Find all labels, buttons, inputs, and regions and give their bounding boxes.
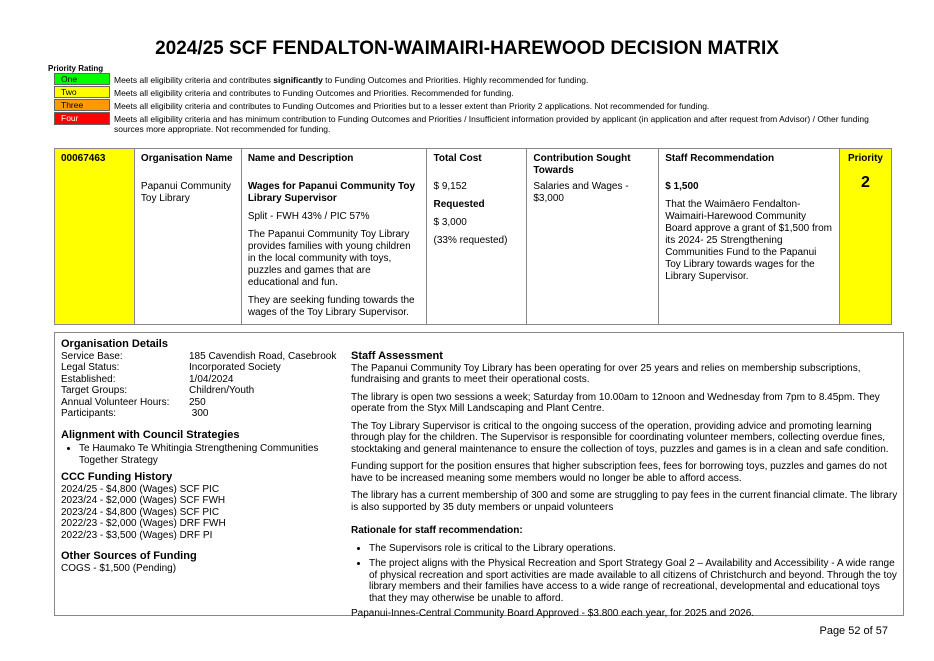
priority-four-text: Meets all eligibility criteria and has minimum contribution to Funding Outcomes and Priorities / Insufficient information provided by applicant (in application and after request from Advisor) / Other funding sources more appropriate. Not recommended for funding.	[114, 114, 869, 134]
board-approval-note: Papanui-Innes-Central Community Board Approved - $3.800 each year, for 2025 and 2026.	[351, 608, 755, 619]
detail-row: Established: 1/04/2024	[61, 373, 234, 385]
priority-cell	[839, 149, 891, 325]
org-details-heading: Organisation Details	[61, 338, 168, 350]
name-desc-cell	[241, 149, 427, 325]
list-item: 2024/25 - $4,800 (Wages) SCF PIC	[61, 483, 220, 495]
priority-three-box: Three	[54, 99, 110, 111]
assessment-paragraph: The library has a current membership of 300 and some are struggling to pay fees in the current financial climate. The library is also supported by 35 duty members or unpaid volunteers	[351, 490, 898, 513]
cost-header: Total Cost	[433, 153, 482, 164]
project-split: Split - FWH 43% / PIC 57%	[247, 211, 370, 222]
page-title: 2024/25 SCF FENDALTON-WAIMAIRI-HAREWOOD DECISION MATRIX	[155, 38, 779, 59]
priority-two-text: Meets all eligibility criteria and contributes to Funding Outcomes and Priorities. Recommended for funding.	[114, 88, 514, 98]
requested-label: Requested	[433, 199, 485, 210]
project-desc-1: The Papanui Community Toy Library provides families with young children in the local community with toys, puzzles and games that are educational and fun.	[247, 229, 411, 288]
assessment-paragraph: Funding support for the position ensures that higher subscription fees, fees for borrowing toys, puzzles and games do not have to be increased meaning some members would no longer be able to afford access.	[351, 461, 887, 484]
priority-rating-label: Priority Rating	[48, 64, 104, 73]
priority-header: Priority	[847, 153, 883, 164]
rec-text: That the Waimāero Fendalton-Waimairi-Harewood Community Board approve a grant of $1,500 from its 2024- 25 Strengthening Communities Fund to the Papanui Toy Library towards wages for the Library Supervisor.	[665, 199, 832, 282]
priority-two-box: Two	[54, 86, 110, 98]
rationale-heading: Rationale for staff recommendation:	[351, 525, 523, 536]
application-id: 00067463	[55, 149, 135, 325]
list-item: • The Supervisors role is critical to the Library operations.	[369, 543, 899, 555]
funding-history-heading: CCC Funding History	[61, 471, 173, 483]
alignment-heading: Alignment with Council Strategies	[61, 428, 240, 441]
staff-assessment-heading: Staff Assessment	[351, 350, 443, 362]
rec-amount: $ 1,500	[665, 181, 699, 192]
detail-row: Annual Volunteer Hours: 250	[61, 396, 206, 408]
priority-value: 2	[861, 174, 870, 191]
assessment-paragraph: The Toy Library Supervisor is critical to the ongoing success of the operation, providing advice and promoting learning through play for the children. The Supervisor is responsible for coordinating volunteer members, collecting overdue fines, stocktaking and general maintenance to ensure the collection of toys, puzzles and games is in a clean and safe condition.	[351, 420, 889, 455]
detail-row: Participants: 300	[61, 408, 209, 419]
list-item: 2022/23 - $3,500 (Wages) DRF PI	[61, 529, 213, 541]
other-sources-text: COGS - $1,500 (Pending)	[61, 562, 177, 574]
details-panel	[54, 332, 904, 619]
requested-pct: (33% requested)	[433, 235, 508, 246]
detail-row: Target Groups: Children/Youth	[61, 385, 255, 396]
other-sources-heading: Other Sources of Funding	[61, 550, 197, 562]
name-desc-header: Name and Description	[247, 153, 354, 164]
list-item: 2023/24 - $2,000 (Wages) SCF FWH	[61, 495, 226, 506]
priority-one-box: One	[54, 73, 110, 85]
priority-three-text: Meets all eligibility criteria and contributes to Funding Outcomes and Priorities but to a lesser extent than Priority 2 applications. Not recommended for funding.	[114, 101, 710, 111]
cost-cell	[427, 149, 527, 325]
page-number: Page 52 of 57	[819, 625, 888, 637]
assessment-paragraph: The library is open two sessions a week; Saturday from 10.00am to 12noon and Wednesday from 7pm to 8.45pm. They operate from the Styx Mill Landscaping and Plant Centre.	[351, 391, 880, 414]
rationale-list	[351, 543, 899, 605]
org-cell	[134, 149, 241, 325]
staff-rec-cell	[659, 149, 840, 325]
staff-rec-header: Staff Recommendation	[665, 153, 775, 164]
requested-amount: $ 3,000	[433, 217, 467, 228]
list-item: • Te Haumako Te Whitingia Strengthening Communities Together Strategy	[79, 443, 341, 466]
application-table	[54, 148, 892, 325]
project-name: Wages for Papanui Community Toy Library Supervisor	[247, 181, 416, 204]
details-left-column	[61, 339, 341, 574]
org-header: Organisation Name	[140, 153, 233, 164]
contribution-value: Salaries and Wages - $3,000	[533, 181, 629, 204]
list-item: 2022/23 - $2,000 (Wages) DRF FWH	[61, 518, 226, 529]
detail-row: Service Base: 185 Cavendish Road, Casebrook	[61, 350, 337, 362]
org-name: Papanui Community Toy Library	[140, 181, 231, 204]
contribution-cell	[527, 149, 659, 325]
contribution-header: Contribution Sought Towards	[533, 153, 631, 176]
priority-one-text: Meets all eligibility criteria and contributes significantly to Funding Outcomes and Priorities. Highly recommended for funding.	[114, 75, 589, 85]
detail-row: Legal Status: Incorporated Society	[61, 362, 281, 373]
list-item: 2023/24 - $4,800 (Wages) SCF PIC	[61, 506, 220, 518]
assessment-paragraph: The Papanui Community Toy Library has been operating for over 25 years and relies on membership subscriptions, fundraising and grants to meet their operational costs.	[351, 362, 861, 385]
details-right-column	[351, 351, 899, 620]
total-cost: $ 9,152	[433, 181, 467, 192]
priority-four-box: Four	[54, 112, 110, 125]
alignment-list	[61, 443, 341, 466]
project-desc-2: They are seeking funding towards the wages of the Toy Library Supervisor.	[247, 295, 415, 318]
list-item: • The project aligns with the Physical Recreation and Sport Strategy Goal 2 – Availability and Accessibility - A wide range of physical recreation and sport activities are made available to all citizens of Christchurch and beyond. Through the toy library members and their families have access to a wide range of recreational, developmental and educational toys that they may otherwise be unable to afford.	[369, 558, 899, 604]
